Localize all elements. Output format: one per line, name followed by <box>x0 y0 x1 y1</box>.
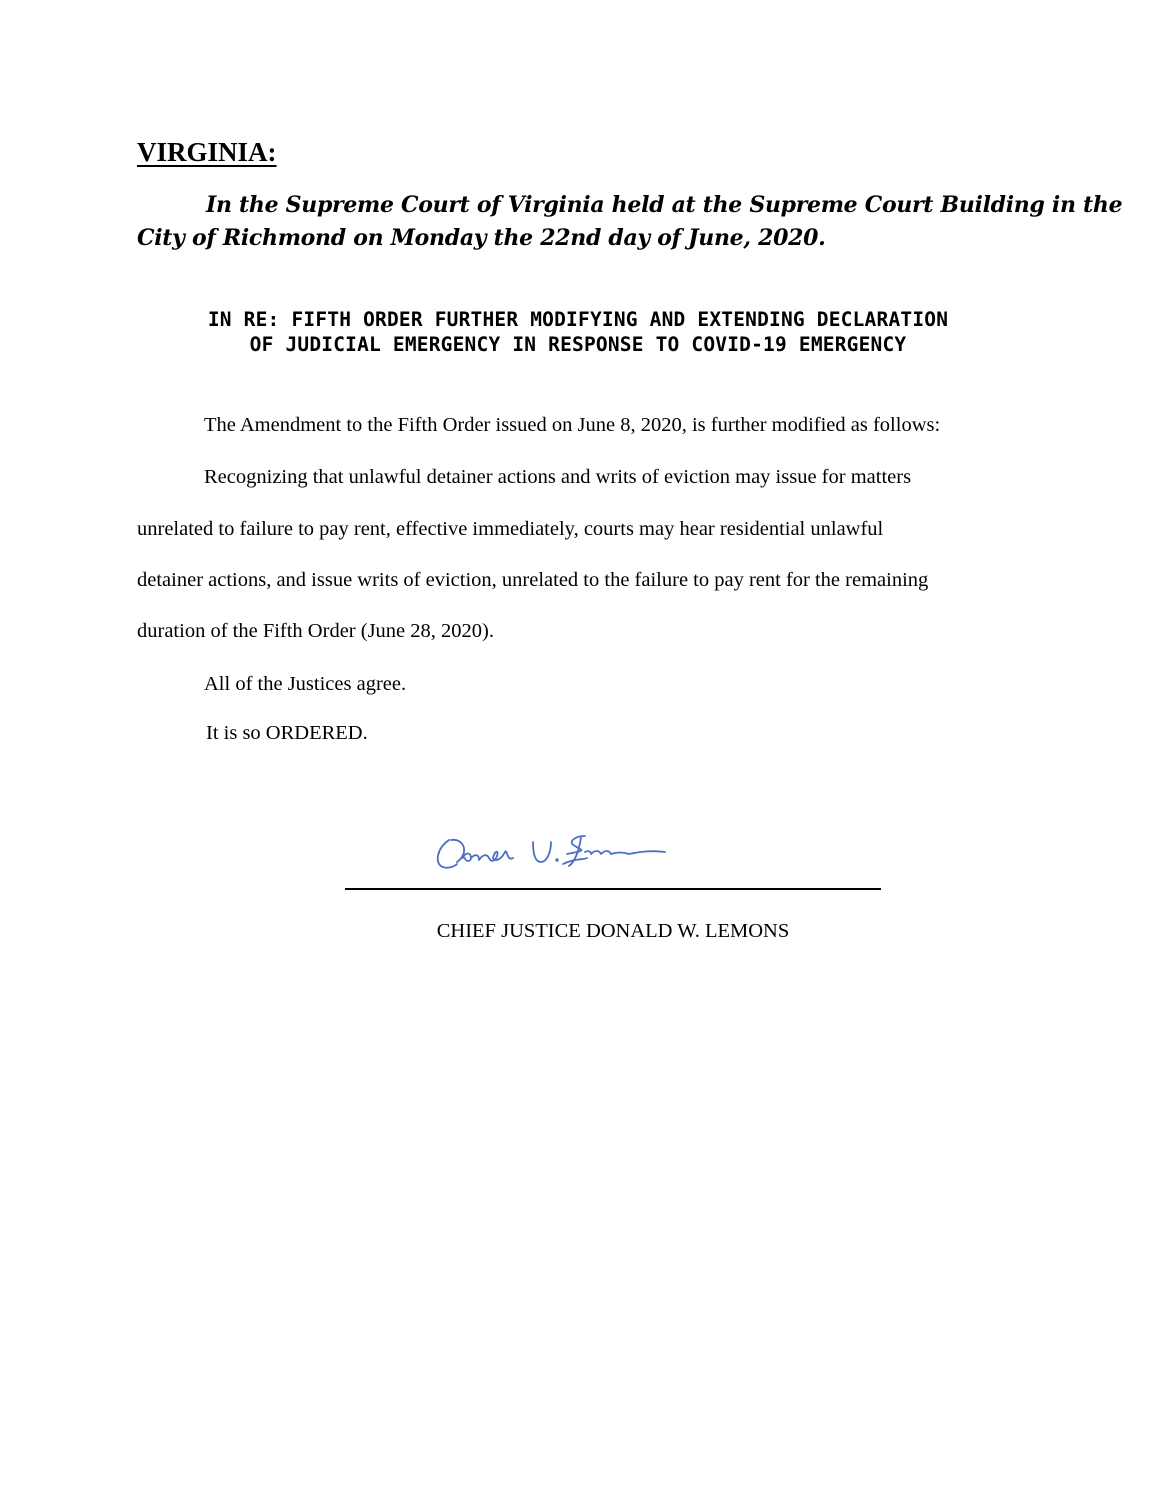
paragraph-justices-agree: All of the Justices agree. <box>204 673 407 695</box>
paragraph-recognizing-line-2: unrelated to failure to pay rent, effective immediately, courts may hear residential unlawful <box>137 518 884 540</box>
paragraph-recognizing-line-4: duration of the Fifth Order (June 28, 2020). <box>137 620 494 642</box>
order-title-line-1: IN RE: FIFTH ORDER FURTHER MODIFYING AND EXTENDING DECLARATION <box>207 308 949 331</box>
paragraph-recognizing-line-1: Recognizing that unlawful detainer actions and writs of eviction may issue for matters <box>204 466 912 488</box>
signatory-name: CHIEF JUSTICE DONALD W. LEMONS <box>436 920 790 942</box>
court-session-line-1: In the Supreme Court of Virginia held at the Supreme Court Building in the <box>206 192 1123 218</box>
order-title-line-2: OF JUDICIAL EMERGENCY IN RESPONSE TO COVID-19 EMERGENCY <box>249 333 907 356</box>
paragraph-amendment: The Amendment to the Fifth Order issued on June 8, 2020, is further modified as follows: <box>204 414 941 436</box>
handwritten-signature <box>435 828 685 876</box>
state-heading: VIRGINIA: <box>137 137 277 167</box>
paragraph-recognizing-line-3: detainer actions, and issue writs of eviction, unrelated to the failure to pay rent for the remaining <box>137 569 929 591</box>
signature-line <box>345 888 881 890</box>
paragraph-so-ordered: It is so ORDERED. <box>206 722 368 744</box>
court-session-line-2: City of Richmond on Monday the 22nd day of June, 2020. <box>137 225 826 251</box>
signature-block <box>345 820 881 900</box>
